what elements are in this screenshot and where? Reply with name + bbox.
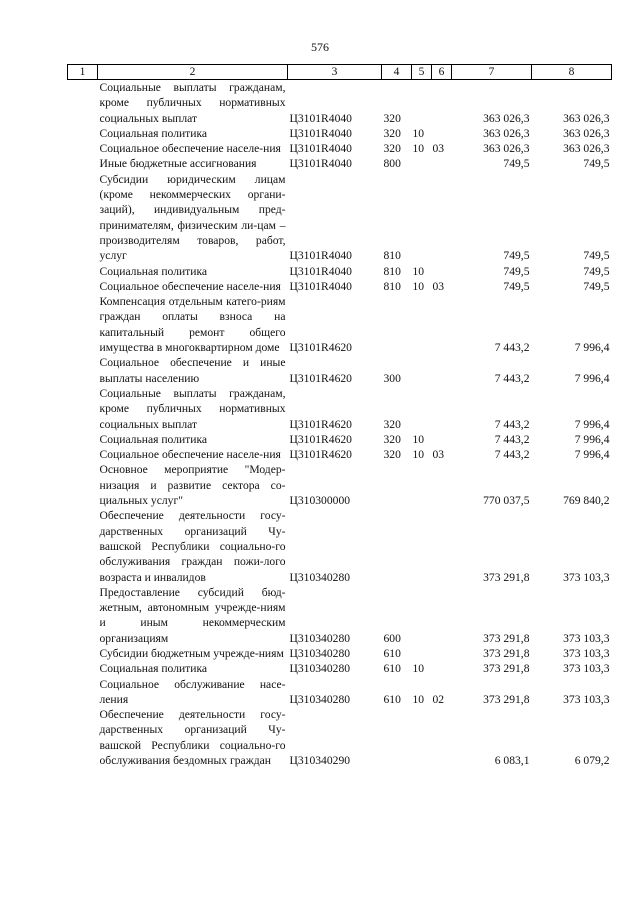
expense-type-code: 320: [383, 126, 401, 140]
item-name: Предоставление субсидий бюд-жетным, автономным учрежде-ниям и иным некоммерческим организациям: [99, 585, 286, 645]
subsection-code: 02: [432, 692, 445, 706]
subsection-code: [432, 80, 452, 126]
expense-type-code: 320: [383, 448, 401, 462]
first-column-cell: [68, 279, 98, 294]
table-row: [68, 661, 612, 676]
amount-col7: 7 443,2: [494, 432, 530, 446]
amount-col7: 7 443,2: [494, 417, 530, 431]
budget-table: [67, 64, 612, 768]
amount-col8: 373 103,3: [563, 570, 610, 584]
target-code: Ц310340280: [289, 570, 351, 584]
header-cell-1: 1: [68, 65, 98, 80]
subsection-code: [432, 707, 452, 768]
expense-type-code: 810: [383, 249, 401, 263]
amount-col8: 363 026,3: [563, 126, 610, 140]
first-column-cell: [68, 156, 98, 171]
expense-type-code: 300: [383, 371, 401, 385]
amount-col8: 749,5: [583, 264, 610, 278]
amount-col7: 749,5: [503, 157, 530, 171]
amount-col7: 6 083,1: [494, 754, 530, 768]
item-name: Социальная политика: [99, 126, 208, 140]
table-row: [68, 646, 612, 661]
target-code: Ц3101R4040: [289, 126, 352, 140]
section-code: [412, 646, 432, 661]
expense-type-code: 810: [383, 279, 401, 293]
table-row: [68, 156, 612, 171]
page-number: 576: [311, 40, 329, 54]
item-name: Основное мероприятие "Модер-низация и развитие сектора со-циальных услуг": [99, 463, 286, 508]
amount-col7: 749,5: [503, 279, 530, 293]
first-column-cell: [68, 80, 98, 126]
header-row: [68, 65, 612, 80]
expense-type-code: 320: [383, 432, 401, 446]
target-code: Ц3101R4040: [289, 249, 352, 263]
first-column-cell: [68, 462, 98, 508]
target-code: Ц3101R4620: [289, 448, 352, 462]
first-column-cell: [68, 386, 98, 432]
target-code: Ц310300000: [289, 494, 351, 508]
first-column-cell: [68, 264, 98, 279]
first-column-cell: [68, 661, 98, 676]
amount-col7: 7 443,2: [494, 341, 530, 355]
table-row: [68, 80, 612, 126]
subsection-code: [432, 432, 452, 447]
first-column-cell: [68, 585, 98, 646]
first-column-cell: [68, 707, 98, 768]
item-name: Обеспечение деятельности госу-дарственных организаций Чу-вашской Республики социально-го обслуживания бездомных граждан: [99, 708, 286, 768]
amount-col8: 769 840,2: [563, 494, 610, 508]
amount-col8: 363 026,3: [563, 111, 610, 125]
item-name: Социальная политика: [99, 662, 208, 676]
amount-col7: 363 026,3: [483, 111, 530, 125]
target-code: Ц310340280: [289, 646, 351, 660]
section-code: 10: [412, 126, 425, 140]
section-code: [412, 294, 432, 355]
subsection-code: 03: [432, 448, 445, 462]
expense-type-code: 800: [383, 157, 401, 171]
table-row: [68, 141, 612, 156]
section-code: [412, 386, 432, 432]
section-code: 10: [412, 279, 425, 293]
header-cell-3: 3: [288, 65, 382, 80]
target-code: Ц3101R4620: [289, 371, 352, 385]
item-name: Иные бюджетные ассигнования: [99, 157, 257, 171]
first-column-cell: [68, 172, 98, 264]
amount-col7: 373 291,8: [483, 662, 530, 676]
expense-type-code: 320: [383, 142, 401, 156]
amount-col8: 373 103,3: [563, 692, 610, 706]
amount-col7: 373 291,8: [483, 570, 530, 584]
table-row: [68, 126, 612, 141]
amount-col8: 373 103,3: [563, 631, 610, 645]
table-row: [68, 677, 612, 708]
target-code: Ц310340290: [289, 754, 351, 768]
subsection-code: [432, 294, 452, 355]
section-code: 10: [412, 432, 425, 446]
target-code: Ц3101R4620: [289, 341, 352, 355]
item-name: Социальные выплаты гражданам, кроме публичных нормативных социальных выплат: [99, 81, 286, 125]
first-column-cell: [68, 447, 98, 462]
amount-col7: 363 026,3: [483, 126, 530, 140]
section-code: 10: [412, 662, 425, 676]
first-column-cell: [68, 294, 98, 355]
expense-type-code: 610: [383, 662, 401, 676]
amount-col8: 373 103,3: [563, 662, 610, 676]
first-column-cell: [68, 646, 98, 661]
subsection-code: [432, 156, 452, 171]
item-name: Социальное обеспечение населе-ния: [99, 142, 281, 156]
table-row: [68, 585, 612, 646]
amount-col7: 7 443,2: [494, 371, 530, 385]
expense-type-code: 610: [383, 646, 401, 660]
section-code: [412, 80, 432, 126]
header-cell-4: 4: [382, 65, 412, 80]
item-name: Социальная политика: [99, 432, 208, 446]
header-cell-7: 7: [452, 65, 532, 80]
expense-type-code: 320: [383, 111, 401, 125]
expense-type-code: [382, 294, 412, 355]
amount-col7: 7 443,2: [494, 448, 530, 462]
first-column-cell: [68, 355, 98, 386]
section-code: 10: [412, 448, 425, 462]
section-code: [412, 462, 432, 508]
amount-col8: 7 996,4: [574, 417, 610, 431]
item-name: Социальное обеспечение населе-ния: [99, 279, 281, 293]
section-code: [412, 707, 432, 768]
header-cell-6: 6: [432, 65, 452, 80]
expense-type-code: 810: [383, 264, 401, 278]
amount-col8: 7 996,4: [574, 341, 610, 355]
section-code: [412, 355, 432, 386]
first-column-cell: [68, 432, 98, 447]
first-column-cell: [68, 126, 98, 141]
table-row: [68, 279, 612, 294]
target-code: Ц3101R4040: [289, 111, 352, 125]
subsection-code: [432, 355, 452, 386]
section-code: [412, 508, 432, 584]
subsection-code: [432, 585, 452, 646]
target-code: Ц310340280: [289, 692, 351, 706]
section-code: [412, 172, 432, 264]
table-row: [68, 264, 612, 279]
amount-col7: 373 291,8: [483, 692, 530, 706]
table-row: [68, 508, 612, 584]
table-row: [68, 172, 612, 264]
table-header: [68, 65, 612, 80]
amount-col8: 749,5: [583, 157, 610, 171]
target-code: Ц3101R4620: [289, 432, 352, 446]
amount-col7: 749,5: [503, 264, 530, 278]
item-name: Социальное обеспечение и иные выплаты населению: [99, 356, 286, 385]
target-code: Ц310340280: [289, 631, 351, 645]
expense-type-code: [382, 462, 412, 508]
target-code: Ц3101R4040: [289, 279, 352, 293]
first-column-cell: [68, 141, 98, 156]
amount-col8: 363 026,3: [563, 142, 610, 156]
subsection-code: [432, 264, 452, 279]
section-code: 10: [412, 264, 425, 278]
amount-col7: 373 291,8: [483, 646, 530, 660]
first-column-cell: [68, 508, 98, 584]
expense-type-code: [382, 707, 412, 768]
amount-col7: 770 037,5: [483, 494, 530, 508]
amount-col8: 7 996,4: [574, 432, 610, 446]
subsection-code: 03: [432, 142, 445, 156]
table-row: [68, 707, 612, 768]
target-code: Ц3101R4040: [289, 142, 352, 156]
subsection-code: [432, 462, 452, 508]
item-name: Социальное обслуживание насе-ления: [99, 677, 286, 706]
item-name: Социальные выплаты гражданам, кроме публичных нормативных социальных выплат: [99, 386, 286, 431]
item-name: Субсидии бюджетным учрежде-ниям: [99, 646, 284, 660]
item-name: Субсидии юридическим лицам (кроме некоммерческих органи-заций), индивидуальным пред-принимателям, физическим ли-цам – производителям товаров, работ, услуг: [99, 172, 286, 263]
expense-type-code: 610: [383, 692, 401, 706]
amount-col8: 749,5: [583, 249, 610, 263]
section-code: 10: [412, 142, 425, 156]
expense-type-code: [382, 508, 412, 584]
subsection-code: [432, 126, 452, 141]
table-row: [68, 386, 612, 432]
amount-col7: 363 026,3: [483, 142, 530, 156]
subsection-code: [432, 646, 452, 661]
amount-col8: 749,5: [583, 279, 610, 293]
target-code: Ц3101R4040: [289, 157, 352, 171]
section-code: 10: [412, 692, 425, 706]
target-code: Ц3101R4620: [289, 417, 352, 431]
table-row: [68, 462, 612, 508]
amount-col8: 7 996,4: [574, 371, 610, 385]
subsection-code: [432, 172, 452, 264]
subsection-code: [432, 508, 452, 584]
item-name: Обеспечение деятельности госу-дарственных организаций Чу-вашской Республики социально-го обслуживания граждан пожи-лого возраста и инвалидов: [99, 509, 286, 584]
expense-type-code: 600: [383, 631, 401, 645]
item-name: Социальное обеспечение населе-ния: [99, 448, 281, 462]
subsection-code: [432, 661, 452, 676]
item-name: Социальная политика: [99, 264, 208, 278]
table-row: [68, 355, 612, 386]
section-code: [412, 585, 432, 646]
target-code: Ц310340280: [289, 662, 351, 676]
table-row: [68, 294, 612, 355]
first-column-cell: [68, 677, 98, 708]
table-row: [68, 432, 612, 447]
subsection-code: 03: [432, 279, 445, 293]
header-cell-2: 2: [98, 65, 288, 80]
expense-type-code: 320: [383, 417, 401, 431]
target-code: Ц3101R4040: [289, 264, 352, 278]
subsection-code: [432, 386, 452, 432]
amount-col7: 749,5: [503, 249, 530, 263]
item-name: Компенсация отдельным катего-риям граждан оплаты взноса на капитальный ремонт общего имущества в многоквартирном доме: [99, 295, 286, 355]
table-row: [68, 447, 612, 462]
table-body: [68, 80, 612, 769]
section-code: [412, 156, 432, 171]
amount-col8: 6 079,2: [574, 754, 610, 768]
header-cell-8: 8: [532, 65, 612, 80]
header-cell-5: 5: [412, 65, 432, 80]
amount-col7: 373 291,8: [483, 631, 530, 645]
amount-col8: 373 103,3: [563, 646, 610, 660]
amount-col8: 7 996,4: [574, 448, 610, 462]
